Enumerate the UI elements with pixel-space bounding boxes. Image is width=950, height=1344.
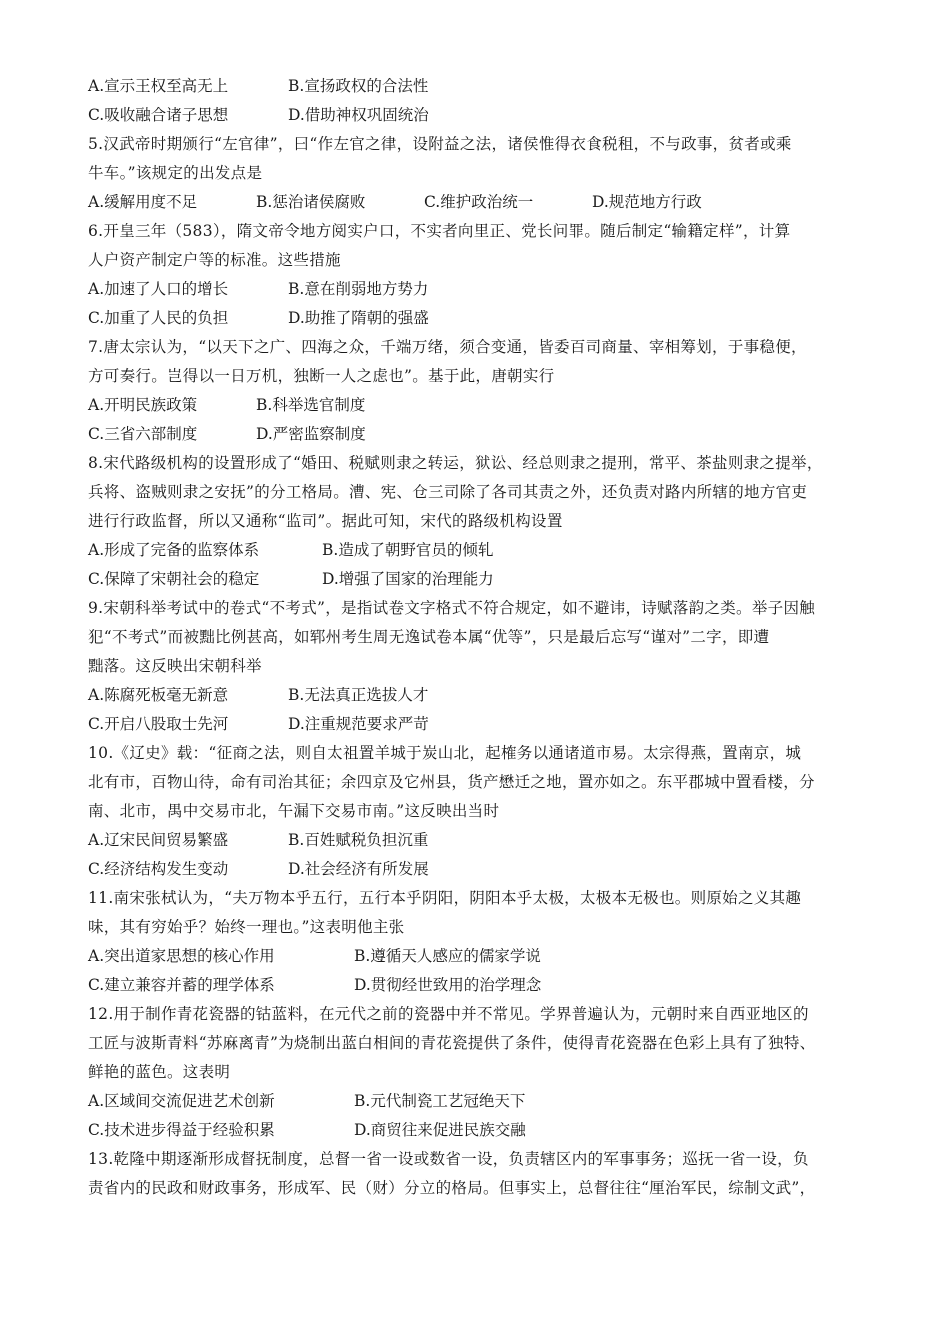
question-stem: 12.用于制作青花瓷器的钴蓝料，在元代之前的瓷器中并不常见。学界普遍认为，元朝时来自西亚地区的: [88, 1005, 809, 1023]
option-d[interactable]: D.商贸往来促进民族交融: [354, 1121, 526, 1139]
option-a[interactable]: A.辽宋民间贸易繁盛: [88, 831, 229, 849]
option-d[interactable]: D.贯彻经世致用的治学理念: [354, 976, 542, 994]
option-b[interactable]: B.元代制瓷工艺冠绝天下: [354, 1092, 526, 1110]
question-list: [88, 72, 878, 1203]
option-a[interactable]: A.缓解用度不足: [88, 193, 198, 211]
option-b[interactable]: B.百姓赋税负担沉重: [288, 831, 429, 849]
option-b[interactable]: B.惩治诸侯腐败: [256, 193, 366, 211]
option-d[interactable]: D.社会经济有所发展: [288, 860, 429, 878]
question-13: [88, 1145, 878, 1203]
option-a[interactable]: A.开明民族政策: [88, 396, 198, 414]
option-a[interactable]: A.加速了人口的增长: [88, 280, 229, 298]
option-c[interactable]: C.技术进步得益于经验积累: [88, 1121, 275, 1139]
option-a[interactable]: A.区域间交流促进艺术创新: [88, 1092, 275, 1110]
option-c[interactable]: C.加重了人民的负担: [88, 309, 229, 327]
question-stem: 北有市，百物山待，命有司治其征；余四京及它州县，货产懋迁之地，置亦如之。东平郡城中置看楼，分: [88, 773, 815, 791]
option-c[interactable]: C.经济结构发生变动: [88, 860, 229, 878]
option-d[interactable]: D.助推了隋朝的强盛: [288, 309, 429, 327]
question-7: [88, 333, 878, 449]
question-stem: 13.乾隆中期逐渐形成督抚制度，总督一省一设或数省一设，负责辖区内的军事事务；巡抚一省一设，负: [88, 1150, 809, 1168]
question-9: [88, 594, 878, 739]
option-c[interactable]: C.建立兼容并蓄的理学体系: [88, 976, 275, 994]
question-stem: 人户资产制定户等的标准。这些措施: [88, 251, 341, 269]
option-d[interactable]: D.规范地方行政: [592, 193, 702, 211]
option-b[interactable]: B.无法真正选拔人才: [288, 686, 429, 704]
option-b[interactable]: B.宣扬政权的合法性: [288, 77, 429, 95]
question-12: [88, 1000, 878, 1145]
option-b[interactable]: B.造成了朝野官员的倾轧: [322, 541, 494, 559]
question-8: [88, 449, 878, 594]
option-d[interactable]: D.增强了国家的治理能力: [322, 570, 494, 588]
question-stem: 犯“不考式”而被黜比例甚高，如郓州考生周无逸试卷本属“优等”，只是最后忘写“谨对”二字，即遭: [88, 628, 770, 646]
question-stem: 鲜艳的蓝色。这表明: [88, 1063, 231, 1081]
option-a[interactable]: A.陈腐死板毫无新意: [88, 686, 229, 704]
option-a[interactable]: A.形成了完备的监察体系: [88, 541, 260, 559]
option-c[interactable]: C.开启八股取士先河: [88, 715, 229, 733]
option-c[interactable]: C.维护政治统一: [424, 193, 534, 211]
option-d[interactable]: D.严密监察制度: [256, 425, 366, 443]
question-stem: 9.宋朝科举考试中的卷式“不考式”，是指试卷文字格式不符合规定，如不避讳，诗赋落韵之类。举子因触: [88, 599, 816, 617]
question-stem: 11.南宋张栻认为，“夫万物本乎五行，五行本乎阴阳，阴阳本乎太极，太极本无极也。则原始之义其趣: [88, 889, 802, 907]
option-a[interactable]: A.突出道家思想的核心作用: [88, 947, 275, 965]
question-stem: 南、北市，禺中交易市北，午漏下交易市南。”这反映出当时: [88, 802, 500, 820]
option-b[interactable]: B.遵循天人感应的儒家学说: [354, 947, 541, 965]
option-b[interactable]: B.意在削弱地方势力: [288, 280, 429, 298]
option-d[interactable]: D.借助神权巩固统治: [288, 106, 429, 124]
question-4-options: [88, 72, 878, 130]
question-6: [88, 217, 878, 333]
question-stem: 8.宋代路级机构的设置形成了“婚田、税赋则隶之转运，狱讼、经总则隶之提刑，常平、茶盐则隶之提举，: [88, 454, 823, 472]
question-stem: 工匠与波斯青料“苏麻离青”为烧制出蓝白相间的青花瓷提供了条件，使得青花瓷器在色彩上具有了独特、: [88, 1034, 816, 1052]
question-stem: 味，其有穷始乎？始终一理也。”这表明他主张: [88, 918, 405, 936]
option-a[interactable]: A.宣示王权至高无上: [88, 77, 229, 95]
question-stem: 进行行政监督，所以又通称“监司”。据此可知，宋代的路级机构设置: [88, 512, 563, 530]
option-d[interactable]: D.注重规范要求严苛: [288, 715, 429, 733]
question-stem: 5.汉武帝时期颁行“左官律”，曰“作左官之律，设附益之法，诸侯惟得衣食税租，不与政事，贫者或乘: [88, 135, 792, 153]
question-stem: 6.开皇三年（583），隋文帝令地方阅实户口，不实者向里正、党长问罪。随后制定“输籍定样”，计算: [88, 222, 791, 240]
option-b[interactable]: B.科举选官制度: [256, 396, 366, 414]
option-c[interactable]: C.吸收融合诸子思想: [88, 106, 229, 124]
question-stem: 责省内的民政和财政事务，形成军、民（财）分立的格局。但事实上，总督往往“厘治军民，综制文武”，: [88, 1179, 816, 1197]
question-stem: 10.《辽史》载：“征商之法，则自太祖置羊城于炭山北，起榷务以通诸道市易。太宗得燕，置南京，城: [88, 744, 802, 762]
question-stem: 兵将、盗贼则隶之安抚”的分工格局。漕、宪、仓三司除了各司其责之外，还负责对路内所辖的地方官吏: [88, 483, 808, 501]
question-stem: 7.唐太宗认为，“以天下之广、四海之众，千端万绪，须合变通，皆委百司商量、宰相筹划，于事稳便，: [88, 338, 807, 356]
question-stem: 黜落。这反映出宋朝科举: [88, 657, 262, 675]
question-stem: 牛车。”该规定的出发点是: [88, 164, 263, 182]
question-5: [88, 130, 878, 217]
question-11: [88, 884, 878, 1000]
option-c[interactable]: C.保障了宋朝社会的稳定: [88, 570, 260, 588]
question-stem: 方可奏行。岂得以一日万机，独断一人之虑也”。基于此，唐朝实行: [88, 367, 555, 385]
question-10: [88, 739, 878, 884]
option-c[interactable]: C.三省六部制度: [88, 425, 198, 443]
